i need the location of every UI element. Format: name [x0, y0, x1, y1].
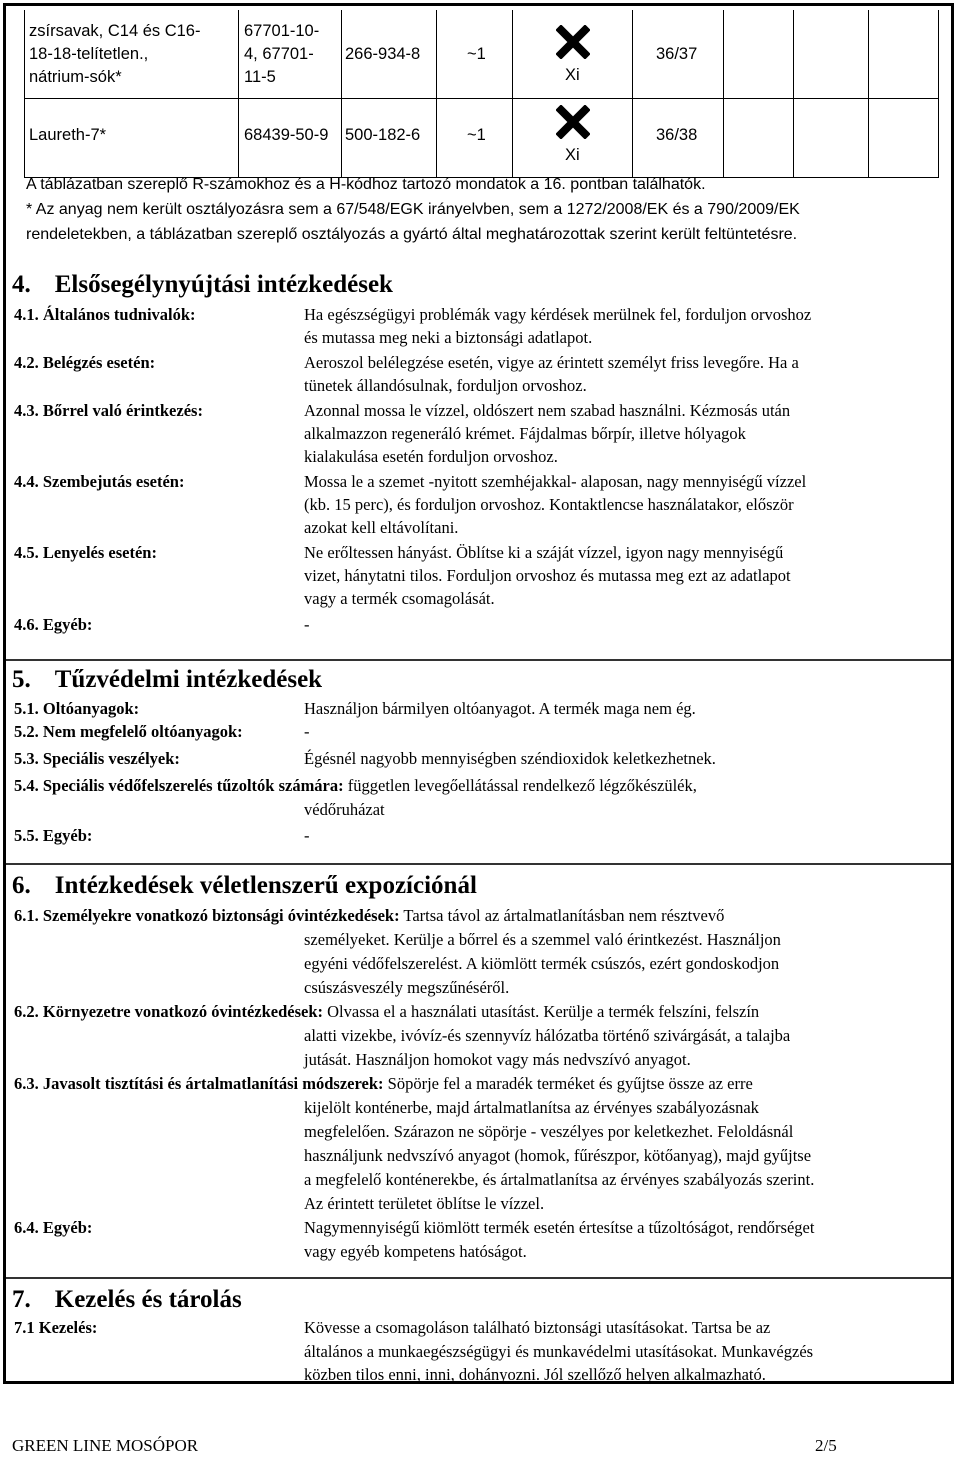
r-phrases: 36/38 — [656, 126, 698, 144]
table-footnote: rendeletekben, a táblázatban szereplő osztályozás a gyártó által meghatározottak szerint került feltüntetésre. — [26, 226, 798, 243]
item-label: Javasolt tisztítási és ártalmatlanítási módszerek: — [42, 1074, 384, 1093]
item-text: vizet, hánytatni tilos. Forduljon orvoshoz és mutassa meg ezt az adatlapot — [304, 566, 791, 585]
item-text: Söpörje fel a maradék terméket és gyűjtse össze az erre — [387, 1074, 753, 1093]
substance-name: zsírsavak, C14 és C16- — [29, 22, 201, 40]
item-text: a megfelelő konténerekbe, és ártalmatlanítsa az érvényes szabályozás szerint. — [304, 1170, 815, 1189]
item-number: 5.4. — [14, 776, 39, 795]
item-label: Személyekre vonatkozó biztonsági óvintézkedések: — [42, 906, 400, 925]
table-note: A táblázatban szereplő R-számokhoz és a H-kódhoz tartozó mondatok a 16. pontban találhatók. — [26, 176, 706, 193]
item-text: általános a munkaegészségügyi és munkavédelmi utasításokat. Munkavégzés — [304, 1342, 814, 1361]
footer-page-number: 2/5 — [815, 1436, 837, 1455]
section-number: 6. — [12, 872, 31, 899]
item-text: védőruházat — [304, 800, 385, 819]
section-title: Intézkedések véletlenszerű expozíciónál — [54, 872, 477, 899]
item-text: Tartsa távol az ártalmatlanításban nem résztvevő — [403, 906, 725, 925]
item-text: - — [304, 826, 310, 845]
item-text: Égésnél nagyobb mennyiségben széndioxidok keletkezhetnek. — [304, 749, 716, 768]
item-text: Mossa le a szemet -nyitott szemhéjakkal- alaposan, nagy mennyiségű vízzel — [304, 472, 807, 491]
item-text: Azonnal mossa le vízzel, oldószert nem szabad használni. Kézmosás után — [304, 401, 791, 420]
section-title: Kezelés és tárolás — [54, 1286, 242, 1313]
section-divider — [6, 1277, 951, 1279]
section-number: 5. — [12, 666, 31, 693]
item-label: 4.6. Egyéb: — [14, 615, 93, 634]
item-text: és mutassa meg neki a biztonsági adatlapot. — [304, 328, 593, 347]
item-text: Ne erőltessen hányást. Öblítse ki a száját vízzel, igyon nagy mennyiségű — [304, 543, 784, 562]
item-text: kialakulása esetén forduljon orvoshoz. — [304, 447, 558, 466]
item-label: Nem megfelelő oltóanyagok: — [42, 722, 243, 741]
item-number: 6.3. — [14, 1074, 39, 1093]
item-text: jutását. Használjon homokot vagy más nedvszívó anyagot. — [304, 1050, 691, 1069]
item-text: csúszásveszély megszűnéséről. — [304, 978, 510, 997]
item-label: Speciális veszélyek: — [42, 749, 180, 768]
item-text: alkalmazzon regeneráló krémet. Fájdalmas bőrpír, illetve hólyagok — [304, 424, 746, 443]
hazard-symbol-label: Xi — [565, 146, 580, 164]
item-text: vagy egyéb kompetens hatóságot. — [304, 1242, 527, 1261]
item-text: vagy a termék csomagolását. — [304, 589, 495, 608]
item-text: használjunk nedvszívó anyagot (homok, fűrészpor, kötőanyag), majd gyűjtse — [304, 1146, 812, 1165]
item-label: 4.1. Általános tudnivalók: — [14, 305, 196, 324]
cas-number: 67701-10- — [244, 22, 320, 40]
item-text: egyéni védőfelszerelést. A kiömlött termék csúszós, ezért gondoskodjon — [304, 954, 780, 973]
r-phrases: 36/37 — [656, 45, 698, 63]
section-divider — [6, 659, 951, 661]
section-number: 7. — [12, 1286, 31, 1313]
item-number: 6.4. — [14, 1218, 39, 1237]
item-text: Használjon bármilyen oltóanyagot. A termék maga nem ég. — [304, 699, 696, 718]
item-number: 6.1. — [14, 906, 39, 925]
harmful-irritant-x-icon — [556, 25, 590, 59]
item-text: Ha egészségügyi problémák vagy kérdések merülnek fel, forduljon orvoshoz — [304, 305, 812, 324]
item-label: Környezetre vonatkozó óvintézkedések: — [42, 1002, 324, 1021]
item-text: személyeket. Kerülje a bőrrel és a szemmel való érintkezést. Használjon — [304, 930, 781, 949]
item-text: azokat kell eltávolítani. — [304, 518, 459, 537]
section-divider — [6, 863, 951, 865]
item-text: (kb. 15 perc), és forduljon orvoshoz. Kontaktlencse használatakor, először — [304, 495, 794, 514]
item-label: Oltóanyagok: — [42, 699, 140, 718]
cas-number: 11-5 — [244, 68, 276, 86]
item-text: tünetek állandósulnak, forduljon orvoshoz. — [304, 376, 587, 395]
item-text: - — [304, 615, 310, 634]
item-text: független levegőellátással rendelkező légzőkészülék, — [347, 776, 697, 795]
ec-number: 500-182-6 — [345, 126, 421, 144]
item-label: 7.1 Kezelés: — [14, 1318, 98, 1337]
item-label: Egyéb: — [42, 826, 93, 845]
section-title: Elsősegélynyújtási intézkedések — [54, 271, 393, 298]
item-text: - — [304, 722, 310, 741]
document-page — [3, 3, 954, 1384]
section-title: Tűzvédelmi intézkedések — [54, 666, 323, 693]
item-text: Az érintett területet öblítse le vízzel. — [304, 1194, 545, 1213]
section-heading — [12, 1286, 242, 1314]
item-text: közben tilos enni, inni, dohányozni. Jól szellőző helyen alkalmazható. — [304, 1365, 766, 1384]
item-text: Kövesse a csomagoláson található biztonsági utasításokat. Tartsa be az — [304, 1318, 771, 1337]
substance-name: nátrium-sók* — [29, 68, 122, 86]
section-heading — [12, 666, 322, 694]
cas-number: 4, 67701- — [244, 45, 314, 63]
substance-name: Laureth-7* — [29, 126, 107, 144]
item-label: 4.3. Bőrrel való érintkezés: — [14, 401, 203, 420]
item-text: Nagymennyiségű kiömlött termék esetén értesítse a tűzoltóságot, rendőrséget — [304, 1218, 815, 1237]
item-label: Speciális védőfelszerelés tűzoltók számára: — [42, 776, 344, 795]
ec-number: 266-934-8 — [345, 45, 421, 63]
item-text: alatti vizekbe, ivóvíz-és szennyvíz hálózatba történő szivárgását, a talajba — [304, 1026, 791, 1045]
item-number: 5.3. — [14, 749, 39, 768]
section-heading — [12, 872, 477, 900]
concentration: ~1 — [467, 126, 486, 144]
substance-name: 18-18-telítetlen., — [29, 45, 149, 63]
item-text: Olvassa el a használati utasítást. Kerülje a termék felszíni, felszín — [327, 1002, 760, 1021]
table-footnote: * Az anyag nem került osztályozásra sem a 67/548/EGK irányelvben, sem a 1272/2008/EK és a 790/2009/EK — [26, 201, 800, 218]
item-text: megfelelően. Szárazon ne söpörje - veszélyes por keletkezhet. Feloldásnál — [304, 1122, 794, 1141]
item-text: Aeroszol belélegzése esetén, vigye az érintett személyt friss levegőre. Ha a — [304, 353, 799, 372]
hazard-symbol-label: Xi — [565, 66, 580, 84]
item-number: 5.5. — [14, 826, 39, 845]
item-number: 5.1. — [14, 699, 39, 718]
item-number: 6.2. — [14, 1002, 39, 1021]
footer-product-name: GREEN LINE MOSÓPOR — [12, 1436, 199, 1455]
section-number: 4. — [12, 271, 31, 298]
item-label: 4.5. Lenyelés esetén: — [14, 543, 157, 562]
concentration: ~1 — [467, 45, 486, 63]
item-label: 4.2. Belégzés esetén: — [14, 353, 156, 372]
item-text: kijelölt konténerbe, majd ártalmatlanítsa az érvényes szabályozásnak — [304, 1098, 759, 1117]
item-label: 4.4. Szembejutás esetén: — [14, 472, 185, 491]
item-label: Egyéb: — [42, 1218, 93, 1237]
section-heading — [12, 271, 393, 299]
harmful-irritant-x-icon — [556, 105, 590, 139]
cas-number: 68439-50-9 — [244, 126, 329, 144]
item-number: 5.2. — [14, 722, 39, 741]
